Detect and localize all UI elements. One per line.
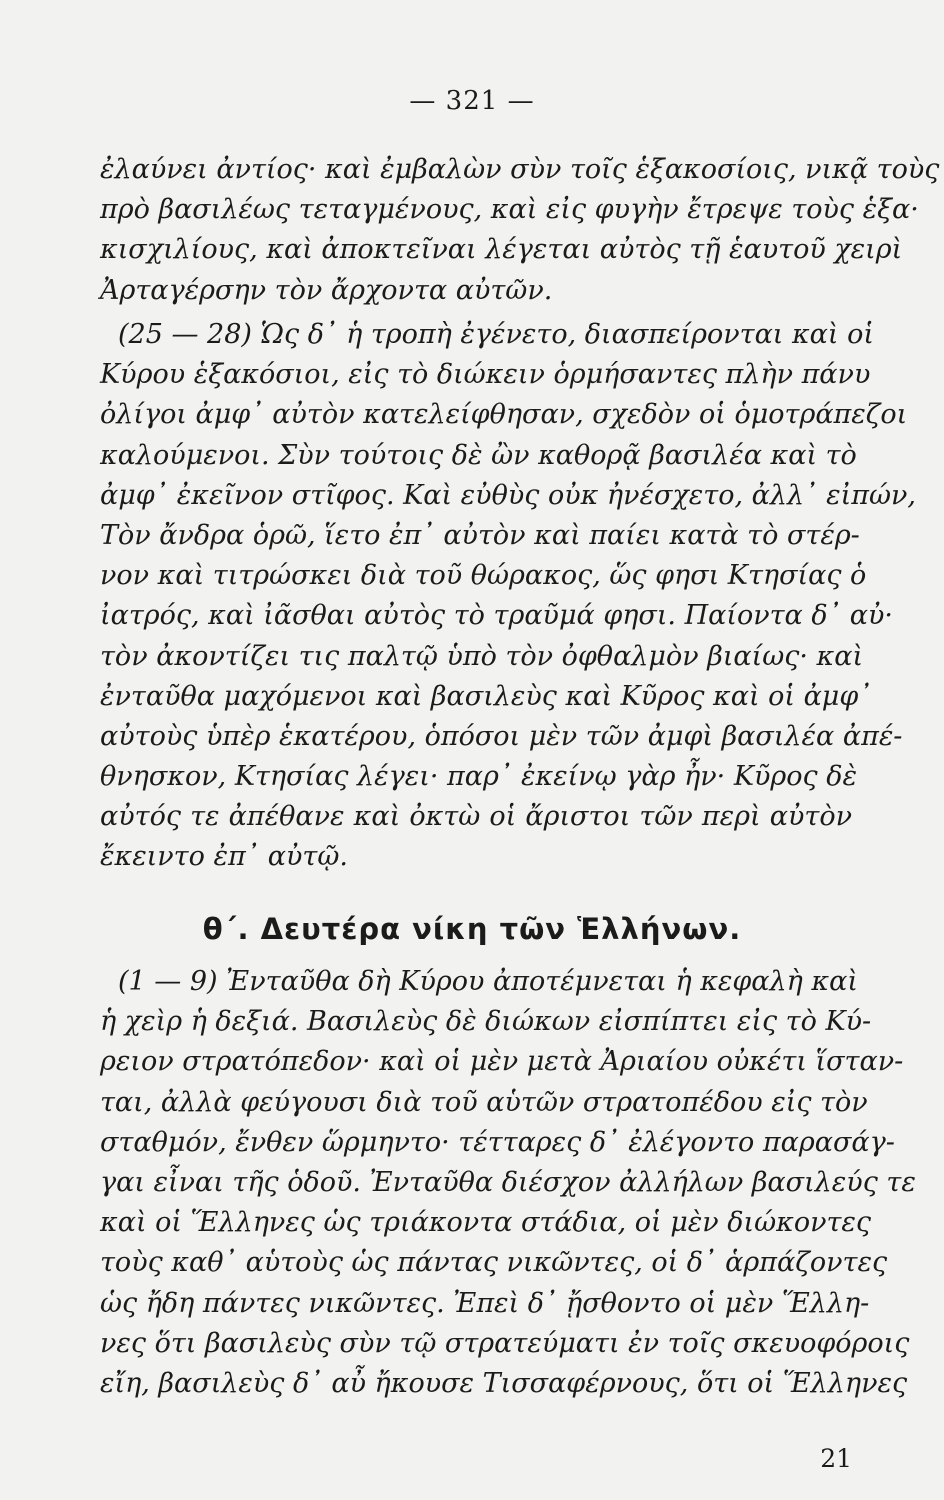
text-line: (25 — 28) Ὡς δ᾽ ἡ τροπὴ ἐγένετο, διασπείρονται καὶ οἱ	[118, 319, 874, 350]
text-line: ἀμφ᾽ ἐκεῖνον στῖφος. Καὶ εὐθὺς οὐκ ἠνέσχετο, ἀλλ᾽ εἰπών,	[100, 479, 916, 511]
text-line: ἡ χεὶρ ἡ δεξιά. Βασιλεὺς δὲ διώκων εἰσπίπτει εἰς τὸ Κύ-	[100, 1006, 872, 1038]
text-line: τοὺς καθ᾽ αὑτοὺς ὡς πάντας νικῶντες, οἱ δ᾽ ἁρπάζοντες	[100, 1247, 888, 1279]
text-line: γαι εἶναι τῆς ὁδοῦ. Ἐνταῦθα διέσχον ἀλλήλων βασιλεύς τε	[100, 1166, 916, 1198]
text-line: ἐλαύνει ἀντίος· καὶ ἐμβαλὼν σὺν τοῖς ἑξακοσίοις, νικᾷ τοὺς	[100, 154, 940, 185]
text-line: (1 — 9) Ἐνταῦθα δὴ Κύρου ἀποτέμνεται ἡ κεφαλὴ καὶ	[118, 966, 858, 997]
text-line: ὀλίγοι ἀμφ᾽ αὐτὸν κατελείφθησαν, σχεδὸν οἱ ὁμοτράπεζοι	[100, 399, 908, 431]
text-line: καλούμενοι. Σὺν τούτοις δὲ ὢν καθορᾷ βασιλέα καὶ τὸ	[100, 439, 857, 471]
text-line: ἐνταῦθα μαχόμενοι καὶ βασιλεὺς καὶ Κῦρος καὶ οἱ ἀμφ᾽	[100, 680, 872, 712]
text-line: ἔκειντο ἐπ᾽ αὐτῷ.	[100, 841, 348, 873]
text-line: θνησκον, Κτησίας λέγει· παρ᾽ ἐκείνῳ γὰρ ἦν· Κῦρος δὲ	[100, 761, 857, 793]
text-line: νες ὅτι βασιλεὺς σὺν τῷ στρατεύματι ἐν τοῖς σκευοφόροις	[100, 1327, 910, 1359]
paragraph-1-9	[100, 962, 916, 1404]
text-line: Ἀρταγέρσην τὸν ἄρχοντα αὐτῶν.	[100, 274, 553, 306]
text-line: σταθμόν, ἔνθεν ὥρμηντο· τέτταρες δ᾽ ἐλέγοντο παρασάγ-	[100, 1126, 895, 1158]
text-line: πρὸ βασιλέως τεταγμένους, καὶ εἰς φυγὴν ἔτρεψε τοὺς ἑξα·	[100, 194, 919, 226]
signature-mark: 21	[820, 1444, 852, 1473]
text-line: καὶ οἱ Ἕλληνες ὡς τριάκοντα στάδια, οἱ μὲν διώκοντες	[100, 1207, 872, 1239]
page-number-header: — 321 —	[409, 86, 535, 116]
section-heading: θ΄. Δευτέρα νίκη τῶν Ἑλλήνων.	[202, 912, 742, 946]
text-line: νον καὶ τιτρώσκει διὰ τοῦ θώρακος, ὥς φησι Κτησίας ὁ	[100, 560, 867, 592]
text-line: τὸν ἀκοντίζει τις παλτῷ ὑπὸ τὸν ὀφθαλμὸν βιαίως· καὶ	[100, 640, 864, 672]
text-line: ὡς ἤδη πάντες νικῶντες. Ἐπεὶ δ᾽ ᾔσθοντο οἱ μὲν Ἕλλη-	[100, 1287, 870, 1319]
text-line: αὐτοὺς ὑπὲρ ἑκατέρου, ὁπόσοι μὲν τῶν ἀμφὶ βασιλέα ἀπέ-	[100, 720, 903, 752]
text-line: Τὸν ἄνδρα ὁρῶ, ἵετο ἐπ᾽ αὐτὸν καὶ παίει κατὰ τὸ στέρ-	[100, 519, 860, 551]
text-line: ται, ἀλλὰ φεύγουσι διὰ τοῦ αὑτῶν στρατοπέδου εἰς τὸν	[100, 1086, 868, 1118]
paragraph-25-28	[100, 315, 916, 878]
text-line: κισχιλίους, καὶ ἀποκτεῖναι λέγεται αὐτὸς τῇ ἑαυτοῦ χειρὶ	[100, 234, 903, 266]
paragraph-continuation	[100, 150, 940, 311]
text-line: Κύρου ἑξακόσιοι, εἰς τὸ διώκειν ὁρμήσαντες πλὴν πάνυ	[100, 359, 871, 391]
text-line: ἰατρός, καὶ ἰᾶσθαι αὐτὸς τὸ τραῦμά φησι. Παίοντα δ᾽ αὐ·	[100, 600, 893, 632]
text-line: ρειον στρατόπεδον· καὶ οἱ μὲν μετὰ Ἀριαίου οὐκέτι ἵσταν-	[100, 1046, 904, 1078]
text-line: αὐτός τε ἀπέθανε καὶ ὀκτὼ οἱ ἄριστοι τῶν περὶ αὐτὸν	[100, 801, 852, 833]
text-line: εἴη, βασιλεὺς δ᾽ αὖ ἤκουσε Τισσαφέρνους, ὅτι οἱ Ἕλληνες	[100, 1367, 908, 1399]
